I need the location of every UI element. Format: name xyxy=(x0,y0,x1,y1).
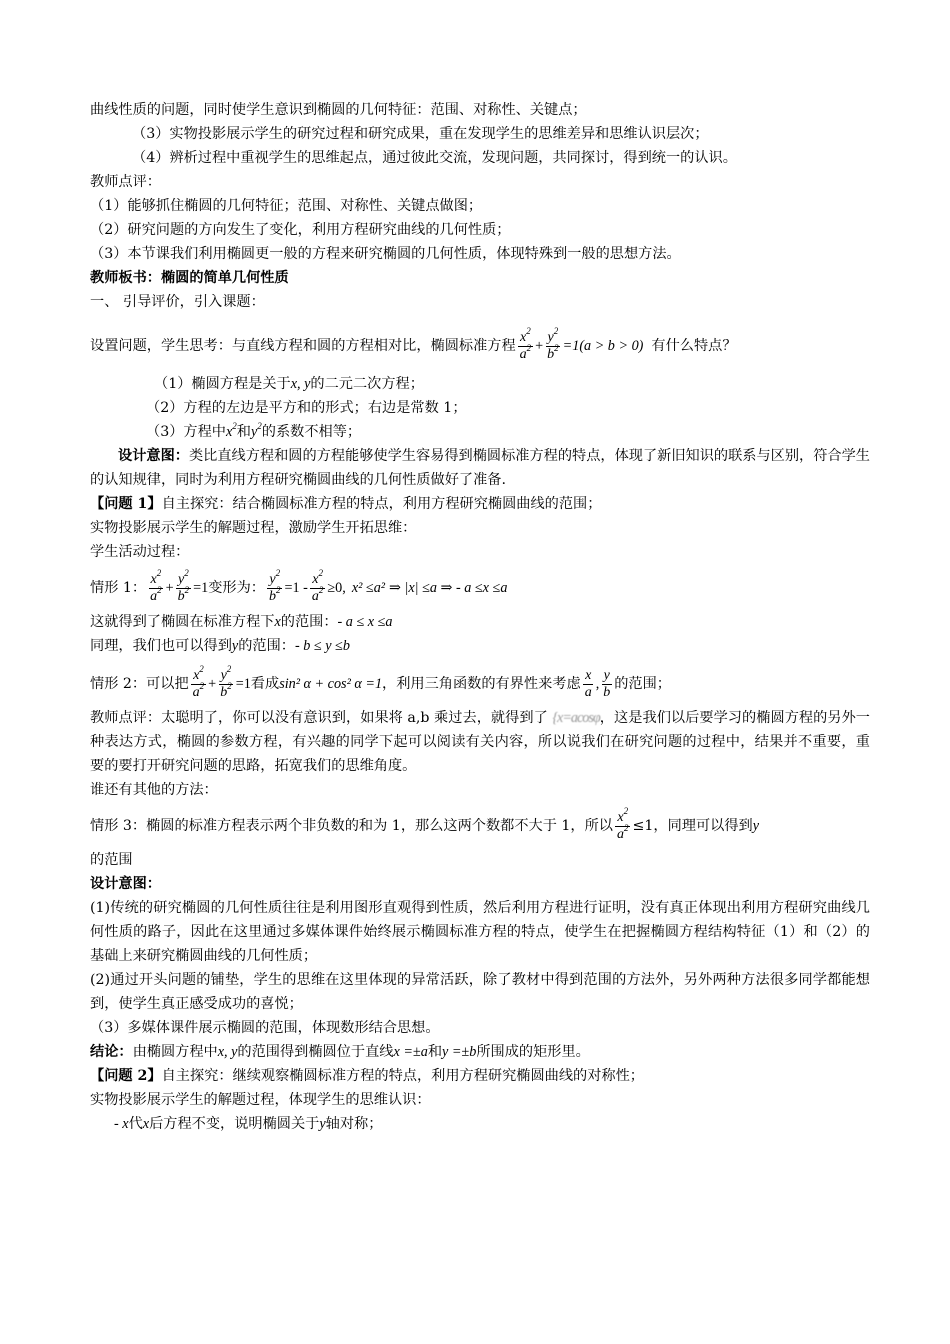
text-line xyxy=(90,122,870,146)
label: 【问题 2】 xyxy=(90,1068,162,1084)
equation-condition: =1(a > b > 0) xyxy=(562,338,644,354)
design-intent-heading xyxy=(90,872,870,896)
numerator: x xyxy=(193,667,200,683)
text: ，利用三角函数的有界性来考虑 xyxy=(382,676,581,692)
text: 后方程不变，说明椭圆关于 xyxy=(149,1116,320,1132)
math-var: y xyxy=(231,638,239,654)
text: 实物投影展示学生的解题过程，体现学生的思维认识： xyxy=(90,1092,431,1108)
text-line xyxy=(90,194,870,218)
exponent: 2 xyxy=(257,421,262,431)
text: （2）研究问题的方向发生了变化，利用方程研究曲线的几何性质； xyxy=(90,222,511,238)
text: 一、 引导评价，引入课题： xyxy=(90,294,265,310)
text-paragraph xyxy=(90,896,870,968)
text-line xyxy=(90,1016,870,1040)
text-line xyxy=(90,1088,870,1112)
denominator: a xyxy=(150,588,158,604)
text: ，这是我们以后要学习的椭圆方程的另外一种表达方式，椭圆的参数方程，有兴趣的同学下起可以阅读有关内容，所以说我们在研究问题的过程中，结果并不重要，重要的要打开研究问题的思路，拓宽我们的思维角度。 xyxy=(90,710,870,774)
numerator: x xyxy=(520,329,527,345)
text: 的二元二次方程； xyxy=(310,376,424,392)
label: 结论： xyxy=(90,1044,133,1060)
question-line xyxy=(90,1064,870,1088)
numerator: x xyxy=(585,667,592,683)
text: 变形为： xyxy=(208,580,265,596)
denominator: a xyxy=(311,588,319,604)
text: 自主探究：结合椭圆标准方程的特点，利用方程研究椭圆曲线的范围； xyxy=(161,496,602,512)
denominator: a xyxy=(192,684,200,700)
math-var: x xyxy=(274,614,281,630)
text: 情形 3：椭圆的标准方程表示两个非负数的和为 1，那么这两个数都不大于 1，所以 xyxy=(90,818,613,834)
text: 教师板书：椭圆的简单几何性质 xyxy=(90,270,289,286)
text: （3）多媒体课件展示椭圆的范围，体现数形结合思想。 xyxy=(90,1020,440,1036)
denominator: a xyxy=(584,684,592,700)
text: 设置问题，学生思考：与直线方程和圆的方程相对比，椭圆标准方程 xyxy=(90,338,516,354)
text-line xyxy=(90,242,870,266)
math: ⇒ |x| ≤a ⇒ - a ≤x ≤a xyxy=(389,580,508,596)
text: 曲线性质的问题，同时使学生意识到椭圆的几何特征：范围、对称性、关键点； xyxy=(90,102,587,118)
math: x² ≤a² xyxy=(351,580,386,596)
text: (2)通过开头问题的铺垫，学生的思维在这里体现的异常活跃，除了教材中得到范围的方法外，另外两种方法很多同学都能想到，使学生真正感受成功的喜悦； xyxy=(90,972,870,1012)
text: （3）本节课我们利用椭圆更一般的方程来研究椭圆的几何性质，体现特殊到一般的思想方法。 xyxy=(90,246,681,262)
math: =1 - xyxy=(284,580,308,596)
text: （4）辨析过程中重视学生的思维起点，通过彼此交流，发现问题，共同探讨，得到统一的认识。 xyxy=(132,150,737,166)
text: 类比直线方程和圆的方程能够使学生容易得到椭圆标准方程的特点，体现了新旧知识的联系与区别，符合学生的认知规律，同时为利用方程研究椭圆曲线的几何性质做好了准备. xyxy=(90,448,870,488)
teacher-comment-paragraph xyxy=(90,706,870,778)
text: 实物投影展示学生的解题过程，激励学生开拓思维： xyxy=(90,520,417,536)
text: 的范围； xyxy=(614,676,671,692)
denominator: b xyxy=(547,346,555,362)
fraction-x-a xyxy=(583,668,594,701)
text-line xyxy=(90,778,870,802)
numerator: y xyxy=(178,571,185,587)
text-line xyxy=(90,372,870,396)
text: 由椭圆方程中 xyxy=(132,1044,218,1060)
text-line xyxy=(90,610,870,634)
numerator: x xyxy=(312,571,319,587)
fraction-x2-a2: $\frac{x^2}{a^2}$ xyxy=(192,663,205,700)
math-vars: x, y xyxy=(290,376,311,392)
text: 自主探究：继续观察椭圆标准方程的特点，利用方程研究椭圆曲线的对称性； xyxy=(161,1068,644,1084)
text: （2）方程的左边是平方和的形式；右边是常数 1； xyxy=(146,400,467,416)
label: 设计意图： xyxy=(118,448,189,464)
denominator: b xyxy=(220,684,228,700)
equation-line xyxy=(90,324,870,368)
math: - x xyxy=(114,1116,129,1132)
denominator: b xyxy=(177,588,185,604)
board-heading xyxy=(90,266,870,290)
math-x-squared xyxy=(225,421,237,440)
plus-sign: + xyxy=(535,338,544,354)
fraction-x2-a2: $\frac{x^2}{a^2}$ xyxy=(311,567,324,604)
text: 轴对称； xyxy=(325,1116,383,1132)
fraction-x2-a2: $\frac{x^2}{a^2}$ xyxy=(617,805,629,842)
text: (1)传统的研究椭圆的几何性质往往是利用图形直观得到性质，然后利用方程进行证明，没有真正体现出利用方程研究曲线几何性质的路子，因此在这里通过多媒体课件始终展示椭圆标准方程的特点，使学生在把握椭圆方程结构特征（1）和（2）的基础上来研究椭圆曲线的几何性质； xyxy=(90,900,870,964)
math: - a ≤ x ≤a xyxy=(337,614,393,630)
numerator: y xyxy=(603,667,610,683)
text: 谁还有其他的方法： xyxy=(90,782,218,798)
text: 同理，我们也可以得到 xyxy=(90,638,232,654)
fraction-y2-b2: $\frac{y^2}{b^2}$ xyxy=(220,663,232,700)
denominator: b xyxy=(603,684,611,700)
fraction-y2-b2: $\frac{y^2}{b^2}$ xyxy=(177,567,190,604)
text-line xyxy=(90,98,870,122)
math-y-squared xyxy=(250,421,262,440)
var: y xyxy=(250,424,258,440)
fraction-y2-b2: $\frac{y^2}{b^2}$ xyxy=(547,325,559,362)
text: 的范围： xyxy=(238,638,295,654)
text-line xyxy=(90,540,870,564)
math: ≥0, xyxy=(327,580,346,596)
text: 的系数不相等； xyxy=(261,424,362,440)
fraction-y2-b2: $\frac{y^2}{b^2}$ xyxy=(269,567,281,604)
math-var: y xyxy=(752,818,760,834)
question-line xyxy=(90,492,870,516)
plus-sign: + xyxy=(165,580,174,596)
param-equation-image: {x=acosφ xyxy=(552,710,600,726)
exponent: 2 xyxy=(232,421,237,431)
text: 看成 xyxy=(250,676,280,692)
text-line xyxy=(90,146,870,170)
equation-line xyxy=(90,806,870,846)
text: 教师点评：太聪明了，你可以没有意识到，如果将 a,b 乘过去，就得到了 xyxy=(90,710,548,726)
text: 和 xyxy=(236,424,251,440)
math-vars: x, y xyxy=(217,1044,238,1060)
text: 代 xyxy=(128,1116,143,1132)
numerator: y xyxy=(547,329,554,345)
text-line xyxy=(90,420,870,444)
math: - b ≤ y ≤b xyxy=(294,638,350,654)
math: y =±b xyxy=(442,1044,477,1060)
design-intent-paragraph xyxy=(90,444,870,492)
var: x xyxy=(225,424,233,440)
equation-line xyxy=(90,566,870,610)
equals-one: =1 xyxy=(193,580,209,596)
numerator: y xyxy=(269,571,276,587)
text: 和 xyxy=(427,1044,443,1060)
text: 的范围得到椭圆位于直线 xyxy=(237,1044,394,1060)
text: 的范围： xyxy=(280,614,338,630)
text: 有什么特点？ xyxy=(651,338,737,354)
text: 学生活动过程： xyxy=(90,544,190,560)
text: 的范围 xyxy=(90,852,133,868)
text-line xyxy=(90,396,870,420)
fraction-x2-a2: $\frac{x^2}{a^2}$ xyxy=(150,567,162,604)
denominator: a xyxy=(519,346,527,362)
fraction-y-b xyxy=(601,668,612,701)
text-paragraph xyxy=(90,968,870,1016)
text: （1）椭圆方程是关于 xyxy=(154,376,291,392)
document-page xyxy=(90,98,870,1136)
text-line xyxy=(90,634,870,658)
text-line xyxy=(90,170,870,194)
denominator: b xyxy=(269,588,276,604)
text: ≤1，同理可以得到 xyxy=(632,818,753,834)
text: 这就得到了椭圆在标准方程下 xyxy=(90,614,275,630)
label: 【问题 1】 xyxy=(90,496,162,512)
numerator: x xyxy=(617,809,624,825)
text: 教师点评： xyxy=(90,174,161,190)
numerator: y xyxy=(220,667,227,683)
conclusion-line xyxy=(90,1040,870,1064)
math-var: x xyxy=(142,1116,150,1132)
text: 情形 1： xyxy=(90,580,147,596)
math: x =±a xyxy=(393,1044,428,1060)
text: （3）实物投影展示学生的研究过程和研究成果，重在发现学生的思维差异和思维认识层次； xyxy=(132,126,709,142)
equals-one: =1 xyxy=(235,676,251,692)
denominator: a xyxy=(617,826,624,842)
text: （1）能够抓住椭圆的几何特征；范围、对称性、关键点做图； xyxy=(90,198,483,214)
text: 所围成的矩形里。 xyxy=(476,1044,590,1060)
math-var: y xyxy=(319,1116,326,1132)
fraction-x2-a2: $\frac{x^2}{a^2}$ xyxy=(519,325,532,362)
text-line xyxy=(90,848,870,872)
equation-line: 情形 2：可以把 $\frac{x^2}{a^2}$ + $\frac{y^2}{b^2}$ =1 看成 sin² α + cos² α =1 ，利用三角函数的有界性来考虑 $\frac{x}{a}$ , $\frac{y}{b}$ 的范围； xyxy=(90,663,671,700)
section-heading xyxy=(90,290,870,314)
numerator: x xyxy=(150,571,157,587)
text-line xyxy=(90,516,870,540)
plus-sign: + xyxy=(208,676,217,692)
text-line xyxy=(90,218,870,242)
text-line xyxy=(90,1112,870,1136)
text: （3）方程中 xyxy=(146,424,226,440)
math: sin² α + cos² α =1 xyxy=(279,676,383,692)
text: 设计意图： xyxy=(90,876,161,892)
text: 情形 2：可以把 xyxy=(90,676,189,692)
